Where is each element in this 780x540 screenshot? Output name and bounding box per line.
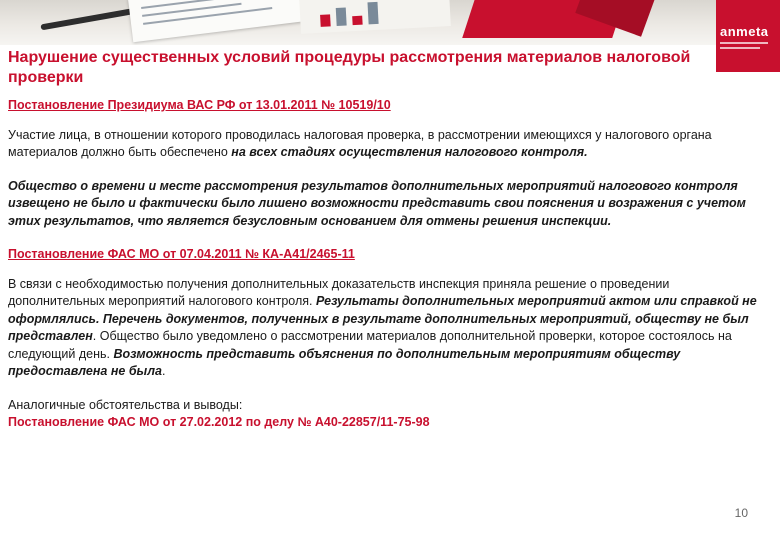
slide-content — [8, 97, 768, 432]
paragraph-1 — [8, 127, 768, 162]
paragraph-3-emphasis-1: Результаты дополнительных мероприятий актом или справкой не оформлялись. Перечень документов, полученных в результате дополнительных мероприятий, обществу не был представлен — [8, 294, 757, 343]
case-reference-1: Постановление Президиума ВАС РФ от 13.01.2011 № 10519/10 — [8, 98, 391, 112]
case-reference-2: Постановление ФАС МО от 07.04.2011 № КА-А41/2465-11 — [8, 247, 355, 261]
logo-underline-2 — [720, 47, 760, 49]
paragraph-1-emphasis: на всех стадиях осуществления налогового контроля. — [231, 145, 588, 159]
paragraph-2: Общество о времени и месте рассмотрения результатов дополнительных мероприятий налогового контроля извещено не было и фактически было лишено возможности представить свои пояснения и возражения с учетом этих результатов, что является безусловным основанием для отмены решения инспекции. — [8, 178, 746, 228]
header-banner-image — [0, 0, 780, 45]
paragraph-3-emphasis-2: Возможность представить объяснения по дополнительным мероприятиям обществу предоставлена не была — [8, 346, 681, 378]
logo-text: anmeta — [720, 23, 769, 39]
logo-underline — [720, 42, 768, 44]
page-title: Нарушение существенных условий процедуры рассмотрения материалов налоговой проверки — [8, 49, 691, 86]
similar-cases-label: Аналогичные обстоятельства и выводы: — [8, 397, 243, 412]
paragraph-3-text-1: В связи с необходимостью получения дополнительных доказательств инспекция приняла решение о проведении дополнительных мероприятий налогового контроля. — [8, 276, 670, 308]
paragraph-3-text-2: . Общество было уведомлено о рассмотрении материалов дополнительной проверки, которое состоялось на следующий день. — [8, 329, 732, 361]
page-number: 10 — [734, 506, 748, 520]
paragraph-3-text-3: . — [161, 364, 166, 378]
document-paper — [128, 0, 302, 42]
paragraph-3 — [8, 276, 768, 381]
case-reference-3: Постановление ФАС МО от 27.02.2012 по делу № А40-22857/11-75-98 — [8, 415, 430, 429]
paragraph-1-text: Участие лица, в отношении которого проводилась налоговая проверка, в рассмотрении имеющихся у налогового органа материалов должно быть обеспечено — [8, 127, 712, 159]
chart-paper — [299, 0, 451, 34]
company-logo — [716, 0, 780, 72]
